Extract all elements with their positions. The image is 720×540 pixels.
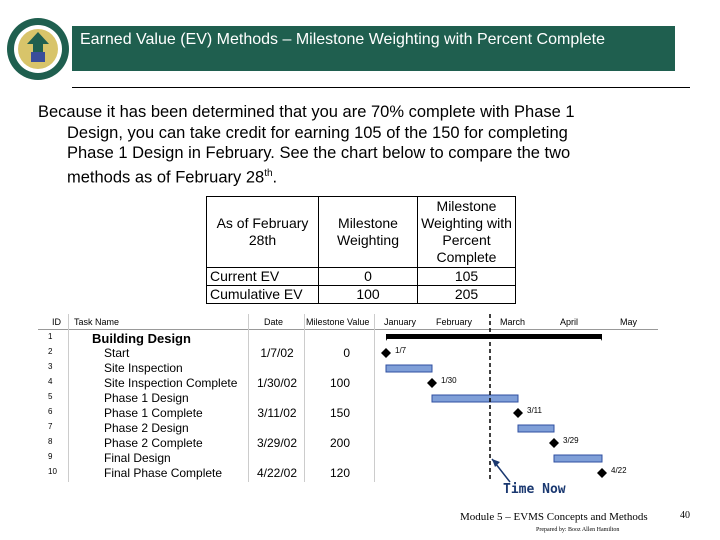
task-name: Site Inspection Complete bbox=[104, 376, 238, 390]
milestone-date-label: 4/22 bbox=[611, 466, 627, 475]
milestone-date-label: 3/11 bbox=[527, 406, 542, 415]
milestone-marker bbox=[549, 438, 559, 448]
slide-title-text: Earned Value (EV) Methods – Milestone Weighting with Percent Complete bbox=[80, 31, 606, 48]
task-id: 6 bbox=[48, 407, 53, 416]
task-id: 9 bbox=[48, 452, 53, 461]
task-name: Phase 2 Design bbox=[104, 421, 189, 435]
time-now-label: Time Now bbox=[503, 482, 566, 497]
body-line-last: methods as of February 28th. bbox=[67, 167, 278, 186]
title-divider bbox=[72, 87, 690, 88]
body-line: Phase 1 Design in February. See the chart below to compare the two bbox=[67, 144, 571, 162]
task-milestone-value: 120 bbox=[329, 466, 350, 480]
gantt-month: February bbox=[436, 317, 473, 327]
task-id: 8 bbox=[48, 437, 53, 446]
task-id: 10 bbox=[48, 467, 57, 476]
gantt-col-task: Task Name bbox=[74, 317, 120, 327]
task-id: 4 bbox=[48, 377, 53, 386]
milestone-marker bbox=[597, 468, 607, 478]
task-id: 3 bbox=[48, 362, 53, 371]
gantt-col-value: Milestone Value bbox=[306, 317, 370, 327]
task-milestone-value: 200 bbox=[329, 436, 350, 450]
task-bar bbox=[554, 455, 602, 462]
task-bar bbox=[386, 365, 432, 372]
task-milestone-value: 150 bbox=[329, 406, 350, 420]
prepared-by: Prepared by: Booz Allen Hamilton bbox=[536, 527, 620, 533]
cell-value: 100 bbox=[319, 286, 418, 304]
milestone-date-label: 1/7 bbox=[395, 346, 407, 355]
task-bar bbox=[432, 395, 518, 402]
task-id: 1 bbox=[48, 332, 53, 341]
task-date: 3/11/02 bbox=[257, 406, 297, 420]
task-date: 4/22/02 bbox=[256, 466, 298, 480]
time-now-arrowhead bbox=[492, 459, 500, 467]
body-line: Because it has been determined that you are 70% complete with Phase 1 bbox=[38, 103, 575, 121]
gantt-col-date: Date bbox=[264, 317, 284, 327]
task-name: Phase 1 Design bbox=[104, 391, 189, 405]
task-id: 5 bbox=[48, 392, 53, 401]
cell-value: 205 bbox=[418, 286, 516, 304]
header-milestone: Milestone Weighting bbox=[319, 197, 418, 268]
gantt-month: January bbox=[384, 317, 417, 327]
gantt-chart bbox=[38, 314, 678, 482]
row-label: Cumulative EV bbox=[207, 286, 319, 304]
gantt-col-id: ID bbox=[52, 317, 61, 327]
milestone-date-label: 3/29 bbox=[563, 436, 579, 445]
milestone-date-label: 1/30 bbox=[441, 376, 457, 385]
gantt-month: April bbox=[560, 317, 579, 327]
task-name: Building Design bbox=[92, 331, 191, 346]
task-name: Start bbox=[104, 346, 130, 360]
body-paragraph bbox=[38, 102, 678, 188]
header-percent: Milestone Weighting with Percent Complete bbox=[418, 197, 516, 268]
task-milestone-value: 0 bbox=[343, 346, 350, 360]
task-name: Phase 2 Complete bbox=[104, 436, 203, 450]
cell-value: 0 bbox=[319, 268, 418, 286]
task-name: Phase 1 Complete bbox=[104, 406, 203, 420]
footer-module: Module 5 – EVMS Concepts and Methods bbox=[460, 511, 648, 523]
task-date: 1/7/02 bbox=[260, 346, 294, 360]
summary-bar bbox=[386, 334, 602, 339]
row-label: Current EV bbox=[207, 268, 319, 286]
comparison-table bbox=[206, 196, 516, 304]
body-line: Design, you can take credit for earning 105 of the 150 for completing bbox=[67, 123, 568, 142]
task-bar bbox=[518, 425, 554, 432]
task-id: 7 bbox=[48, 422, 53, 431]
header-as-of: As of February 28th bbox=[207, 197, 319, 268]
task-date: 1/30/02 bbox=[256, 376, 298, 390]
milestone-marker bbox=[427, 378, 437, 388]
task-milestone-value: 100 bbox=[329, 376, 350, 390]
page-number: 40 bbox=[680, 510, 690, 521]
milestone-marker bbox=[381, 348, 391, 358]
milestone-marker bbox=[513, 408, 523, 418]
cell-value: 105 bbox=[418, 268, 516, 286]
task-date: 3/29/02 bbox=[256, 436, 298, 450]
slide-title bbox=[72, 26, 675, 71]
gantt-month: March bbox=[500, 317, 526, 327]
doe-seal-logo bbox=[5, 16, 71, 82]
task-id: 2 bbox=[48, 347, 53, 356]
gantt-timeline bbox=[38, 314, 678, 482]
task-name: Final Phase Complete bbox=[104, 466, 223, 480]
task-name: Final Design bbox=[104, 451, 171, 465]
task-name: Site Inspection bbox=[104, 361, 183, 375]
gantt-month: May bbox=[620, 317, 638, 327]
